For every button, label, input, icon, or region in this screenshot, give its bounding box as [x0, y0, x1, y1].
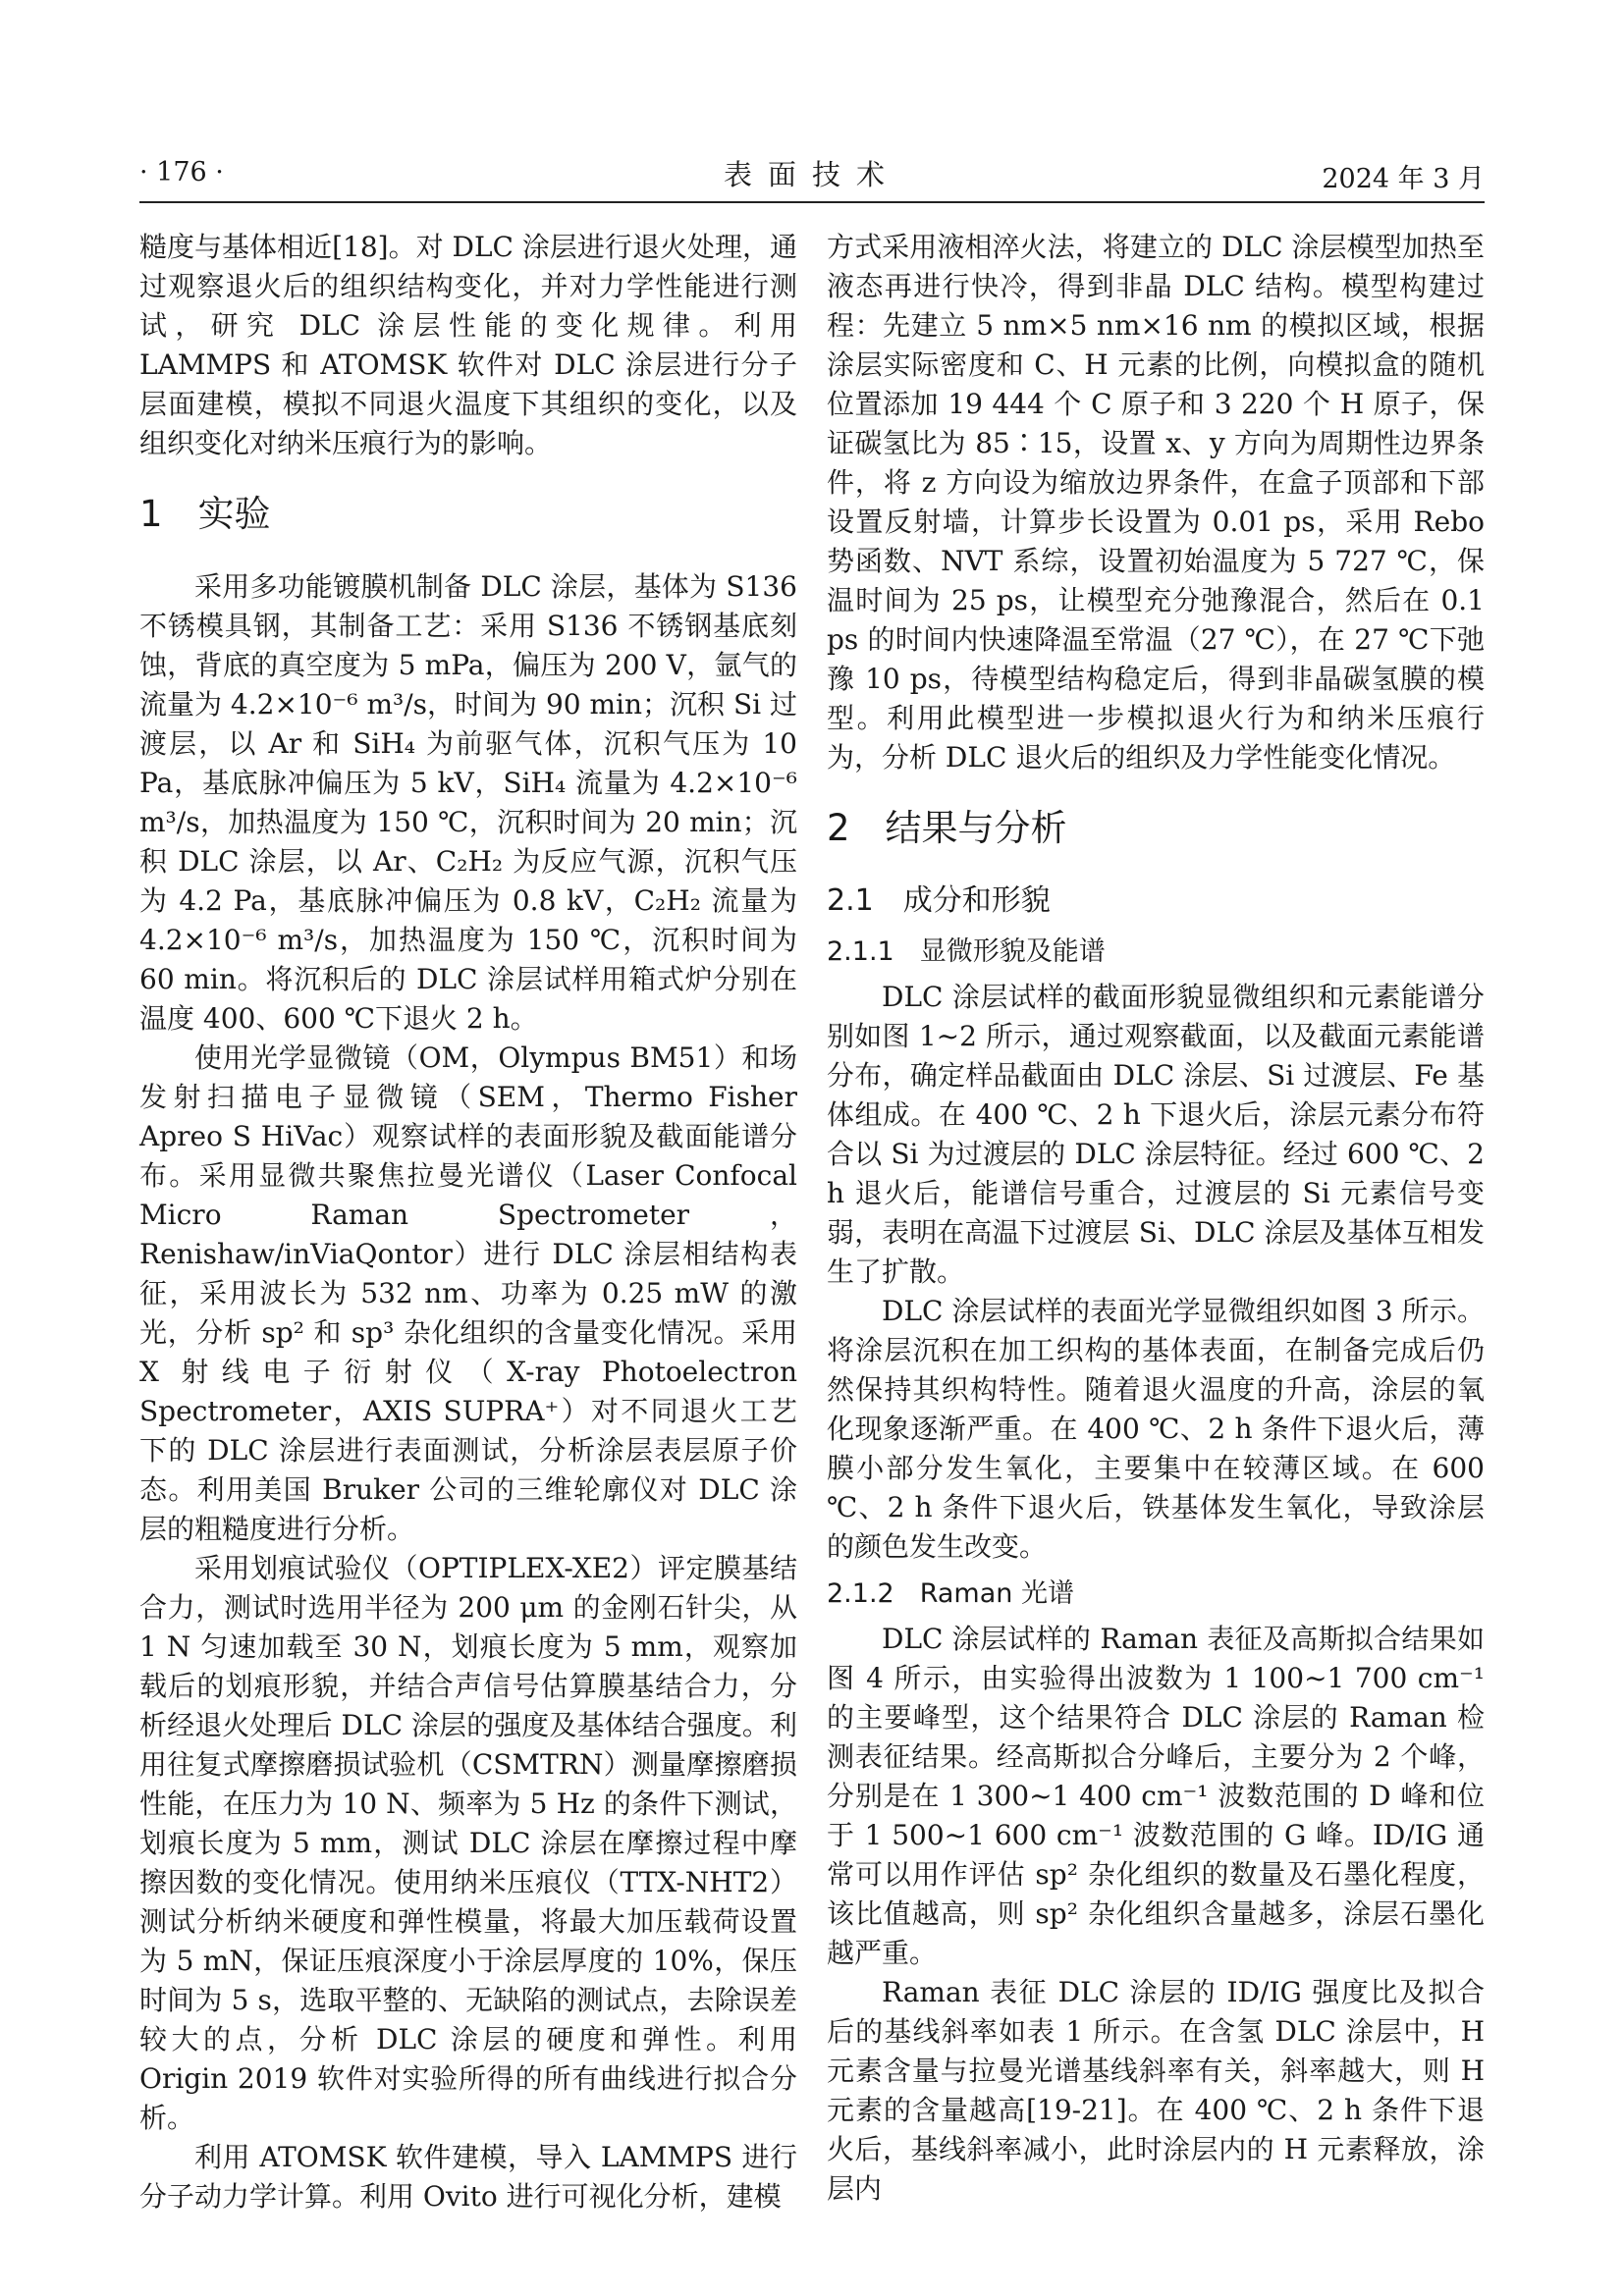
body-paragraph: DLC 涂层试样的 Raman 表征及高斯拟合结果如图 4 所示，由实验得出波数为 1 100~1 700 cm⁻¹ 的主要峰型，这个结果符合 DLC 涂层的 Raman 检测表征结果。经高斯拟合分峰后，主要分为 2 个峰，分别是在 1 300~1 400 cm⁻¹ 波数范围的 D 峰和位于 1 500~1 600 cm⁻¹ 波数范围的 G 峰。ID/IG 通常可以用作评估 sp² 杂化组织的数量及石墨化程度，该比值越高，则 sp² 杂化组织含量越多，涂层石墨化越严重。 [827, 1623, 1486, 1969]
body-paragraph: DLC 涂层试样的表面光学显微组织如图 3 所示。将涂层沉积在加工织构的基体表面，在制备完成后仍然保持其织构特性。随着退火温度的升高，涂层的氧化现象逐渐严重。在 400 ℃、2 h 条件下退火后，薄膜小部分发生氧化，主要集中在较薄区域。在 600 ℃、2 h 条件下退火后，铁基体发生氧化，导致涂层的颜色发生改变。 [827, 1295, 1485, 1563]
subsubsection-title: 显微形貌及能谱 [919, 936, 1106, 967]
body-paragraph: Raman 表征 DLC 涂层的 ID/IG 强度比及拟合后的基线斜率如表 1 所示。在含氢 DLC 涂层中，H 元素含量与拉曼光谱基线斜率有关，斜率越大，则 H 元素的含量越高[19-21]。在 400 ℃、2 h 条件下退火后，基线斜率减小，此时涂层内的 H 元素释放，涂层内 [827, 1976, 1485, 2205]
header-rule [139, 201, 1485, 203]
section-number: 1 [139, 493, 163, 535]
subsubsection-2-1-1-heading [827, 933, 1485, 972]
subsubsection-title: Raman 光谱 [919, 1578, 1074, 1609]
subsubsection-number: 2.1.2 [827, 1578, 894, 1609]
subsection-2-1-heading [827, 881, 1485, 921]
subsubsection-number: 2.1.1 [827, 936, 894, 967]
body-paragraph: 采用划痕试验仪（OPTIPLEX-XE2）评定膜基结合力，测试时选用半径为 200 μm 的金刚石针尖，从 1 N 匀速加载至 30 N，划痕长度为 5 mm，观察加载后的划痕形貌，并结合声信号估算膜基结合力，分析经退火处理后 DLC 涂层的强度及基体结合强度。利用往复式摩擦磨损试验机（CSMTRN）测量摩擦磨损性能，在压力为 10 N、频率为 5 Hz 的条件下测试，划痕长度为 5 mm，测试 DLC 涂层在摩擦过程中摩擦因数的变化情况。使用纳米压痕仪（TTX-NHT2）测试分析纳米硬度和弹性模量，将最大加压载荷设置为 5 mN，保证压痕深度小于涂层厚度的 10%，保压时间为 5 s，选取平整的、无缺陷的测试点，去除误差较大的点，分析 DLC 涂层的硬度和弹性。利用 Origin 2019 软件对实验所得的所有曲线进行拟合分析。 [139, 1552, 797, 2134]
journal-title: 表面技术 [723, 158, 900, 191]
issue-date: 2024 年 3 月 [1322, 164, 1485, 194]
section-title: 实验 [197, 493, 271, 535]
left-column [139, 228, 797, 2216]
subsection-number: 2.1 [827, 883, 874, 918]
intro-paragraph: 糙度与基体相近[18]。对 DLC 涂层进行退火处理，通过观察退火后的组织结构变化，并对力学性能进行测试，研究 DLC 涂层性能的变化规律。利用 LAMMPS 和 ATOMSK 软件对 DLC 涂层进行分子层面建模，模拟不同退火温度下其组织的变化，以及组织变化对纳米压痕行为的影响。 [139, 231, 797, 459]
running-header [139, 147, 1485, 194]
body-paragraph: 利用 ATOMSK 软件建模，导入 LAMMPS 进行分子动力学计算。利用 Ovito 进行可视化分析，建模 [139, 2141, 797, 2213]
section-number: 2 [827, 807, 850, 849]
subsubsection-2-1-2-heading [827, 1575, 1485, 1614]
page-number: · 176 · [139, 157, 224, 187]
right-column [827, 228, 1485, 2209]
subsection-title: 成分和形貌 [902, 883, 1051, 918]
section-1-heading [139, 491, 797, 538]
body-paragraph: 使用光学显微镜（OM，Olympus BM51）和场发射扫描电子显微镜（SEM，Thermo Fisher Apreo S HiVac）观察试样的表面形貌及截面能谱分布。采用显微共聚焦拉曼光谱仪（Laser Confocal Micro Raman Spectrometer，Renishaw/inViaQontor）进行 DLC 涂层相结构表征，采用波长为 532 nm、功率为 0.25 mW 的激光，分析 sp² 和 sp³ 杂化组织的含量变化情况。采用 X 射线电子衍射仪（X-ray Photoelectron Spectrometer，AXIS SUPRA⁺）对不同退火工艺下的 DLC 涂层进行表面测试，分析涂层表层原子价态。利用美国 Bruker 公司的三维轮廓仪对 DLC 涂层的粗糙度进行分析。 [139, 1041, 797, 1545]
continued-paragraph: 方式采用液相淬火法，将建立的 DLC 涂层模型加热至液态再进行快冷，得到非晶 DLC 结构。模型构建过程：先建立 5 nm×5 nm×16 nm 的模拟区域，根据涂层实际密度和 C、H 元素的比例，向模拟盒的随机位置添加 19 444 个 C 原子和 3 220 个 H 原子，保证碳氢比为 85∶15，设置 x、y 方向为周期性边界条件，将 z 方向设为缩放边界条件，在盒子顶部和下部设置反射墙，计算步长设置为 0.01 ps，采用 Rebo 势函数、NVT 系综，设置初始温度为 5 727 ℃，保温时间为 25 ps，让模型充分弛豫混合，然后在 0.1 ps 的时间内快速降温至常温（27 ℃），在 27 ℃下弛豫 10 ps，待模型结构稳定后，得到非晶碳氢膜的模型。利用此模型进一步模拟退火行为和纳米压痕行为，分析 DLC 退火后的组织及力学性能变化情况。 [827, 231, 1485, 774]
body-paragraph: 采用多功能镀膜机制备 DLC 涂层，基体为 S136 不锈模具钢，其制备工艺：采用 S136 不锈钢基底刻蚀，背底的真空度为 5 mPa，偏压为 200 V，氩气的流量为 4.2×10⁻⁶ m³/s，时间为 90 min；沉积 Si 过渡层，以 Ar 和 SiH₄ 为前驱气体，沉积气压为 10 Pa，基底脉冲偏压为 5 kV，SiH₄ 流量为 4.2×10⁻⁶ m³/s，加热温度为 150 ℃，沉积时间为 20 min；沉积 DLC 涂层，以 Ar、C₂H₂ 为反应气源，沉积气压为 4.2 Pa，基底脉冲偏压为 0.8 kV，C₂H₂ 流量为 4.2×10⁻⁶ m³/s，加热温度为 150 ℃，沉积时间为 60 min。将沉积后的 DLC 涂层试样用箱式炉分别在温度 400、600 ℃下退火 2 h。 [139, 570, 797, 1035]
body-paragraph: DLC 涂层试样的截面形貌显微组织和元素能谱分别如图 1~2 所示，通过观察截面，以及截面元素能谱分布，确定样品截面由 DLC 涂层、Si 过渡层、Fe 基体组成。在 400 ℃、2 h 下退火后，涂层元素分布符合以 Si 为过渡层的 DLC 涂层特征。经过 600 ℃、2 h 退火后，能谱信号重合，过渡层的 Si 元素信号变弱，表明在高温下过渡层 Si、DLC 涂层及基体互相发生了扩散。 [827, 981, 1485, 1288]
section-title: 结果与分析 [885, 807, 1067, 849]
section-2-heading [827, 805, 1485, 852]
